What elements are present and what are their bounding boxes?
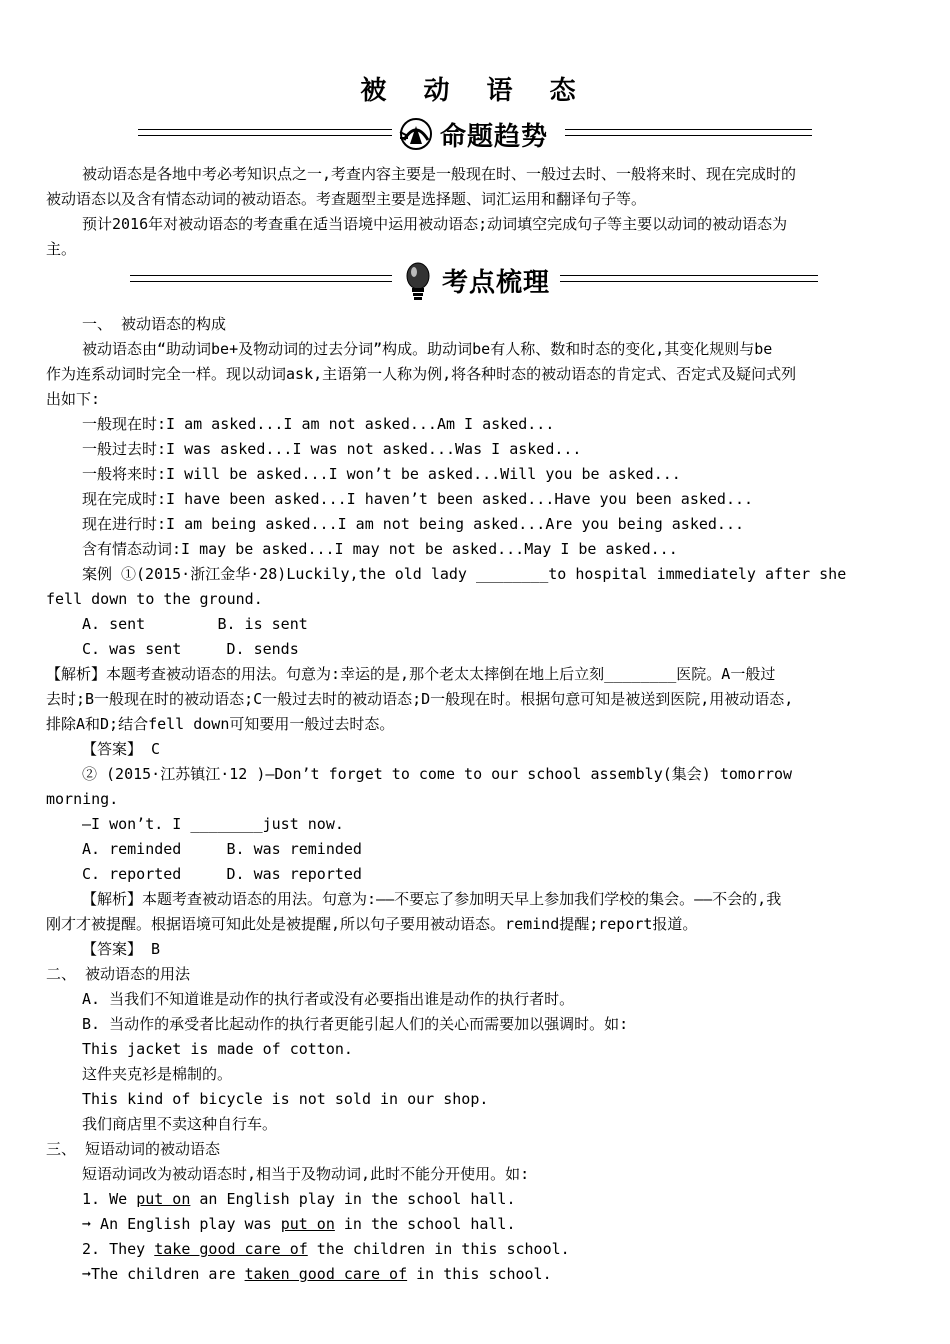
text-line: 被动语态由“助动词be+及物动词的过去分词”构成。助动词be有人称、数和时态的变化,其变化规则与be: [82, 340, 773, 358]
example-sentence: [82, 1237, 950, 1262]
answer-key: 【答案】 B: [82, 940, 161, 958]
analysis-text: 【解析】本题考查被动语态的用法。句意为:——不要忘了参加明天早上参加我们学校的集会。——不会的,我: [82, 890, 782, 908]
example-question: morning.: [46, 790, 119, 808]
example-sentence: This jacket is made of cotton.: [82, 1040, 353, 1058]
tense-example: 一般将来时:I will be asked...I won’t be asked...Will you be asked...: [82, 465, 681, 483]
analysis-text: 刚才才被提醒。根据语境可知此处是被提醒,所以句子要用被动语态。remind提醒;report报道。: [46, 915, 698, 933]
underlined-phrase: put on: [280, 1215, 335, 1233]
sentence-part: in this school.: [407, 1265, 552, 1283]
banner-rule-right: [565, 129, 812, 136]
sentence-part: ➞The children are: [82, 1265, 245, 1283]
sentence-part: 2. They: [82, 1240, 155, 1258]
example-sentence: This kind of bicycle is not sold in our shop.: [82, 1090, 489, 1108]
section-heading: 三、 短语动词的被动语态: [46, 1140, 221, 1158]
lighthouse-icon: [396, 114, 436, 154]
text-line: 被动语态以及含有情态动词的被动语态。考查题型主要是选择题、词汇运用和翻译句子等。: [46, 190, 647, 208]
tense-example: 现在进行时:I am being asked...I am not being asked...Are you being asked...: [82, 515, 745, 533]
example-translation: 这件夹克衫是棉制的。: [82, 1065, 233, 1083]
answer-key: 【答案】 C: [82, 740, 161, 758]
analysis-text: 【解析】本题考查被动语态的用法。句意为:幸运的是,那个老太太摔倒在地上后立刻________医院。A一般过: [46, 665, 776, 683]
example-sentence: [82, 1262, 950, 1287]
answer-options: A. reminded B. was reminded: [82, 840, 362, 858]
banner-rule-right: [560, 275, 818, 282]
banner-rule-left: [130, 275, 392, 282]
sentence-part: an English play in the school hall.: [190, 1190, 516, 1208]
tense-example: 现在完成时:I have been asked...I haven’t been asked...Have you been asked...: [82, 490, 754, 508]
banner-rule-left: [138, 129, 392, 136]
text-line: 主。: [46, 240, 77, 258]
section-heading: 一、 被动语态的构成: [82, 315, 227, 333]
answer-options: C. was sent D. sends: [82, 640, 299, 658]
example-question: —I won’t. I ________just now.: [82, 815, 344, 833]
tense-example: 含有情态动词:I may be asked...I may not be asked...May I be asked...: [82, 540, 678, 558]
banner-label-points: 考点梳理: [442, 268, 551, 298]
underlined-phrase: taken good care of: [244, 1265, 408, 1283]
text-line: 出如下:: [46, 390, 101, 408]
example-question: fell down to the ground.: [46, 590, 263, 608]
example-question: 案例 ①(2015·浙江金华·28)Luckily,the old lady ________to hospital immediately after she: [82, 565, 847, 583]
analysis-text: 去时;B一般现在时的被动语态;C一般过去时的被动语态;D一般现在时。根据句意可知是被送到医院,用被动语态,: [46, 690, 794, 708]
page-title: 被 动 语 态: [360, 76, 590, 106]
tense-example: 一般现在时:I am asked...I am not asked...Am I asked...: [82, 415, 555, 433]
text-line: 被动语态是各地中考必考知识点之一,考查内容主要是一般现在时、一般过去时、一般将来时、现在完成时的: [82, 165, 797, 183]
analysis-text: 排除A和D;结合fell down可知要用一般过去时态。: [46, 715, 395, 733]
answer-options: C. reported D. was reported: [82, 865, 362, 883]
text-line: 预计2016年对被动语态的考查重在适当语境中运用被动语态;动词填空完成句子等主要以动词的被动语态为: [82, 215, 788, 233]
example-sentence: [82, 1187, 950, 1212]
text-line: A. 当我们不知道谁是动作的执行者或没有必要指出谁是动作的执行者时。: [82, 990, 575, 1008]
banner-label-trends: 命题趋势: [440, 122, 549, 152]
example-question: ② (2015·江苏镇江·12 )—Don’t forget to come to our school assembly(集会) tomorrow: [82, 765, 793, 783]
sentence-part: ➞ An English play was: [82, 1215, 281, 1233]
lightbulb-icon: [398, 260, 438, 304]
example-translation: 我们商店里不卖这种自行车。: [82, 1115, 278, 1133]
example-sentence: [82, 1212, 950, 1237]
text-line: 短语动词改为被动语态时,相当于及物动词,此时不能分开使用。如:: [82, 1165, 530, 1183]
section-banner-trends: [0, 116, 950, 156]
sentence-part: 1. We: [82, 1190, 137, 1208]
text-line: B. 当动作的承受者比起动作的执行者更能引起人们的关心而需要加以强调时。如:: [82, 1015, 629, 1033]
sentence-part: the children in this school.: [307, 1240, 570, 1258]
text-line: 作为连系动词时完全一样。现以动词ask,主语第一人称为例,将各种时态的被动语态的肯定式、否定式及疑问式列: [46, 365, 797, 383]
section-banner-points: [0, 262, 950, 302]
underlined-phrase: take good care of: [154, 1240, 308, 1258]
underlined-phrase: put on: [136, 1190, 191, 1208]
sentence-part: in the school hall.: [334, 1215, 516, 1233]
answer-options: A. sent B. is sent: [82, 615, 308, 633]
tense-example: 一般过去时:I was asked...I was not asked...Was I asked...: [82, 440, 582, 458]
section-heading: 二、 被动语态的用法: [46, 965, 191, 983]
